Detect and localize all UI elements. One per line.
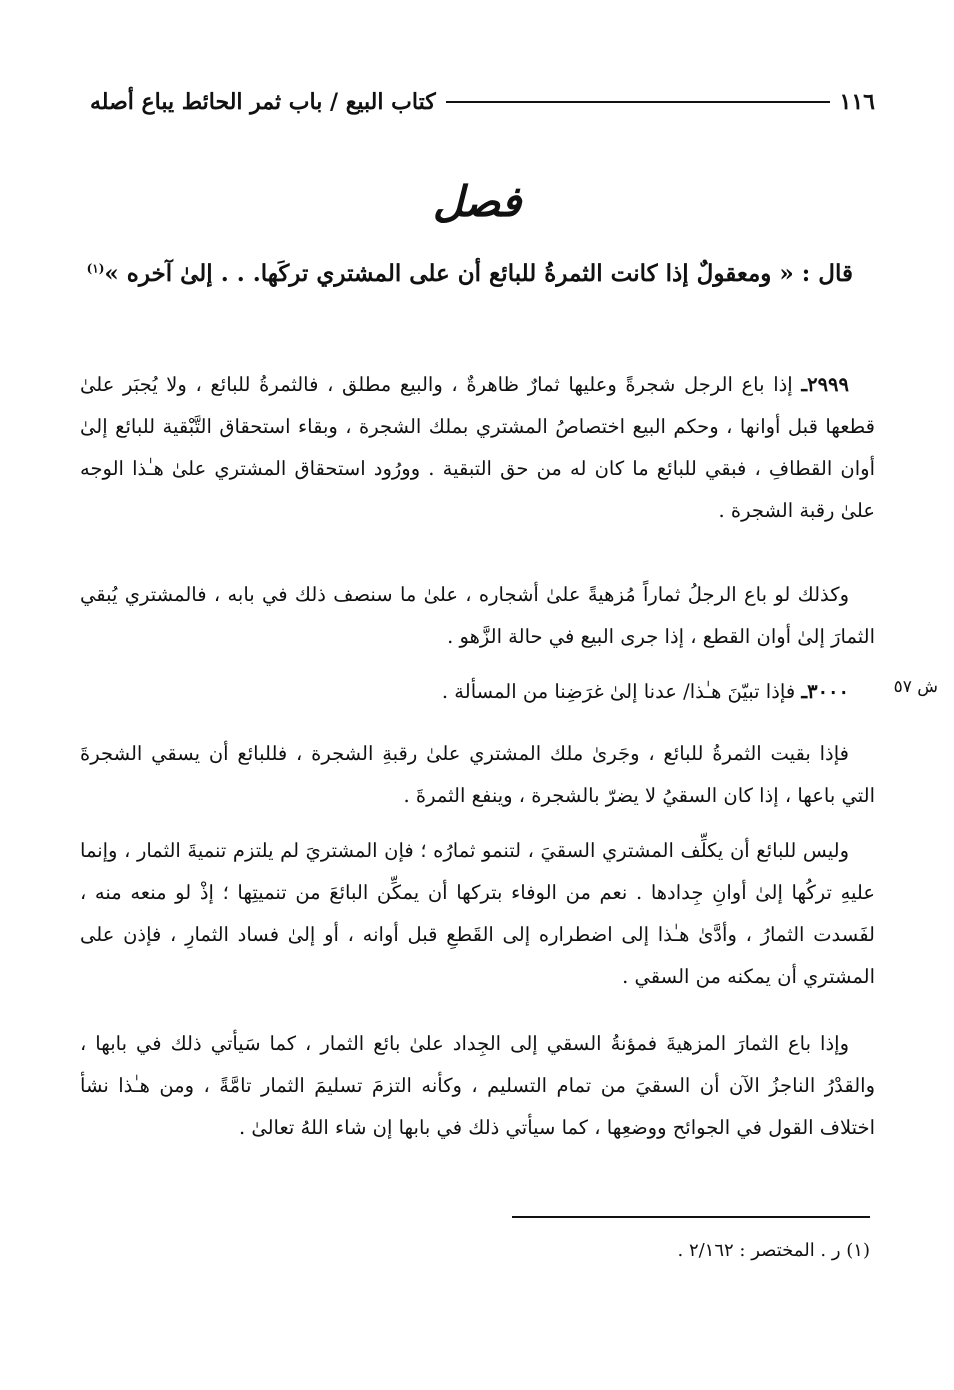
running-title: كتاب البيع / باب ثمر الحائط يباع أصله [90,89,436,115]
paragraph-text: وليس للبائع أن يكلِّف المشتري السقيَ ، لتنمو ثمارُه ؛ فإن المشتريَ لم يلتزم تنميةَ الثمار ، وإنما عليهِ تركُها إلىٰ أوانِ جِدادها . نعم من الوفاء بتركها أن يمكِّن البائعَ من تنميتِها ؛ إذْ لو منعه منه ، لفَسدت الثمارُ ، وأدَّىٰ هـٰذا إلى اضطراره إلى القَطعِ قبل أوانه ، أو إلىٰ فساد الثمارِ ، فإذن على المشتري أن يمكنه من السقي . [80,839,875,988]
quote-paragraph [80,250,875,298]
paragraph-5 [80,830,875,998]
issue-number: ٣٠٠٠ـ [801,680,849,703]
paragraph-2999 [80,364,875,532]
paragraph-text: وإذا باع الثمارَ المزهيةَ فمؤنةُ السقي إلى الجِداد علىٰ بائع الثمار ، كما سَيأتي ذلك في بابها ، والقدْرُ الناجزُ الآن أن السقيَ من تمام التسليم ، وكأنه التزمَ تسليمَ الثمار تامَّةً ، ومن هـٰذا نشأ اختلاف القول في الجوائح ووضعِها ، كما سيأتي ذلك في بابها إن شاء اللهُ تعالىٰ . [80,1032,875,1139]
quote-text: قال : « ومعقولٌ إذا كانت الثمرةُ للبائع أن على المشتري تركَها. . . إلىٰ آخره » [104,260,853,287]
margin-note: ش ٥٧ [893,677,938,697]
paragraph-text: فإذا بقيت الثمرةُ للبائع ، وجَرىٰ ملك المشتري علىٰ رقبةِ الشجرة ، فللبائع أن يسقي الشجرةَ التي باعها ، إذا كان السقيُ لا يضرّ بالشجرة ، وينفع الثمرةَ . [80,742,875,807]
running-head [90,82,875,122]
page-number: ١١٦ [839,89,875,115]
footnote: (١) ر . المختصر : ٢/١٦٢ . [677,1240,870,1261]
paragraph-3000 [80,671,875,713]
paragraph-6 [80,1023,875,1149]
paragraph-text: فإذا تبيّنَ هـٰذا/ عدنا إلىٰ غرَضِنا من المسألة . [441,680,796,703]
issue-number: ٢٩٩٩ـ [801,373,849,396]
section-ornament: فصل [432,176,522,226]
quote-block [80,250,875,298]
footnote-reference: (١) [86,261,105,276]
paragraph-2 [80,574,875,658]
footnote-rule [512,1216,870,1218]
paragraph-text: إذا باع الرجل شجرةً وعليها ثمارٌ ظاهرةٌ ، والبيع مطلق ، فالثمرةُ للبائع ، ولا يُجبَر علىٰ قطعها قبل أوانها ، وحكم البيع اختصاصُ المشتري بملك الشجرة ، وبقاء استحقاق التَّبْقية للبائع إلىٰ أوان القطافِ ، فبقي للبائع ما كان له من حق التبقية . وورُود استحقاق المشتري علىٰ هـٰذا الوجه علىٰ رقبة الشجرة . [80,373,875,522]
paragraph-4 [80,733,875,817]
header-rule [446,101,830,103]
paragraph-text: وكذلك لو باع الرجلُ ثماراً مُزهيةً علىٰ أشجاره ، علىٰ ما سنصف ذلك في بابه ، فالمشتري يُبقي الثمارَ إلىٰ أوان القطع ، إذا جرى البيع في حالة الزَّهو . [80,583,875,648]
